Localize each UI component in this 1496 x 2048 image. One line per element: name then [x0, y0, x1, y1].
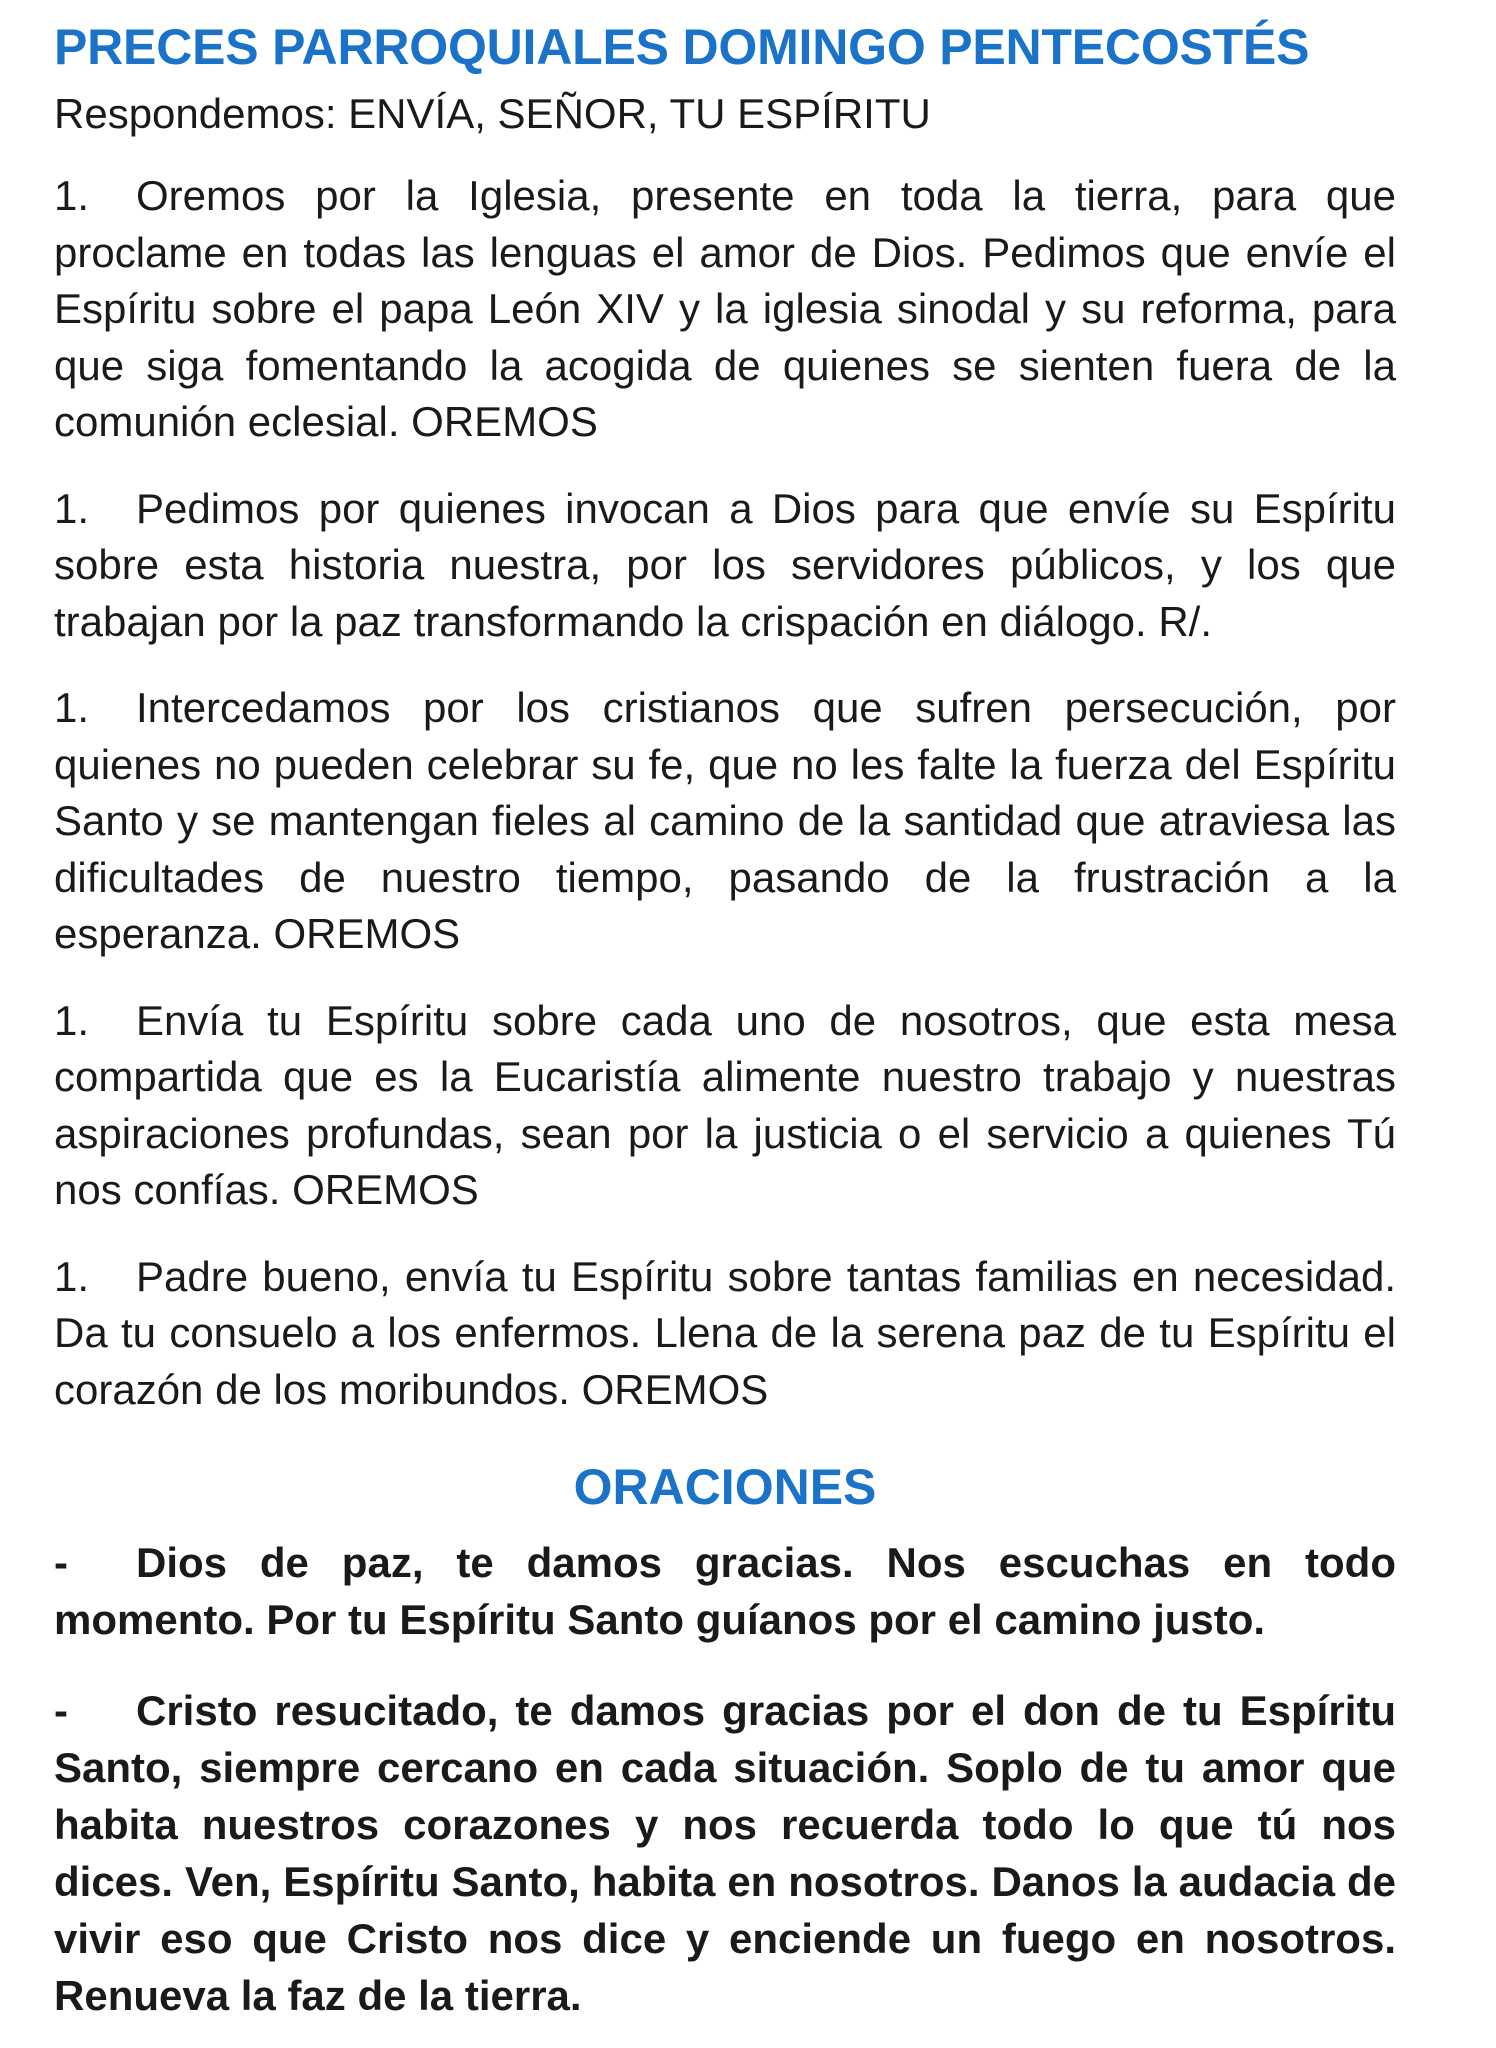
- prayer-item: [54, 1249, 1396, 1419]
- oration-item: [54, 1682, 1396, 2024]
- prayer-item: [54, 481, 1396, 651]
- oration-marker: -: [54, 1539, 68, 1586]
- response-line: Respondemos: ENVÍA, SEÑOR, TU ESPÍRITU: [54, 90, 931, 137]
- oration-text: Cristo resucitado, te damos gracias por el don de tu Espíritu Santo, siempre cercano en cada situación. Soplo de tu amor que habita nuestros corazones y nos recuerda todo lo que tú nos dices. Ven, Espíritu Santo, habita en nosotros. Danos la audacia de vivir eso que Cristo nos dice y enciende un fuego en nosotros. Renueva la faz de la tierra.: [54, 1687, 1396, 2019]
- oration-list: [54, 1534, 1396, 2024]
- prayer-text: Pedimos por quienes invocan a Dios para que envíe su Espíritu sobre esta historia nuestra, por los servidores públicos, y los que trabajan por la paz transformando la crispación en diálogo. R/.: [54, 484, 1396, 645]
- prayer-text: Envía tu Espíritu sobre cada uno de nosotros, que esta mesa compartida que es la Eucaristía alimente nuestro trabajo y nuestras aspiraciones profundas, sean por la justicia o el servicio a quienes Tú nos confías. OREMOS: [54, 996, 1396, 1213]
- prayer-text: Oremos por la Iglesia, presente en toda la tierra, para que proclame en todas las lenguas el amor de Dios. Pedimos que envíe el Espíritu sobre el papa León XIV y la iglesia sinodal y su reforma, para que siga fomentando la acogida de quienes se sienten fuera de la comunión eclesial. OREMOS: [54, 172, 1396, 445]
- section-title-oraciones: ORACIONES: [573, 1459, 877, 1515]
- page-title: PRECES PARROQUIALES DOMINGO PENTECOSTÉS: [54, 19, 1310, 75]
- oration-text: Dios de paz, te damos gracias. Nos escuchas en todo momento. Por tu Espíritu Santo guíanos por el camino justo.: [54, 1539, 1396, 1643]
- prayer-number: 1.: [54, 684, 90, 731]
- oration-item: [54, 1534, 1396, 1648]
- prayer-item: [54, 168, 1396, 451]
- prayer-text: Padre bueno, envía tu Espíritu sobre tantas familias en necesidad. Da tu consuelo a los enfermos. Llena de la serena paz de tu Espíritu el corazón de los moribundos. OREMOS: [54, 1252, 1396, 1413]
- oration-marker: -: [54, 1687, 68, 1734]
- prayer-item: [54, 680, 1396, 963]
- prayer-number: 1.: [54, 1252, 90, 1300]
- prayer-item: [54, 993, 1396, 1219]
- prayer-number: 1.: [54, 172, 90, 219]
- prayer-number: 1.: [54, 484, 90, 532]
- prayer-text: Intercedamos por los cristianos que sufren persecución, por quienes no pueden celebrar su fe, que no les falte la fuerza del Espíritu Santo y se mantengan fieles al camino de la santidad que atraviesa las dificultades de nuestro tiempo, pasando de la frustración a la esperanza. OREMOS: [54, 684, 1396, 957]
- prayer-number: 1.: [54, 996, 90, 1044]
- prayer-list: [54, 168, 1396, 1418]
